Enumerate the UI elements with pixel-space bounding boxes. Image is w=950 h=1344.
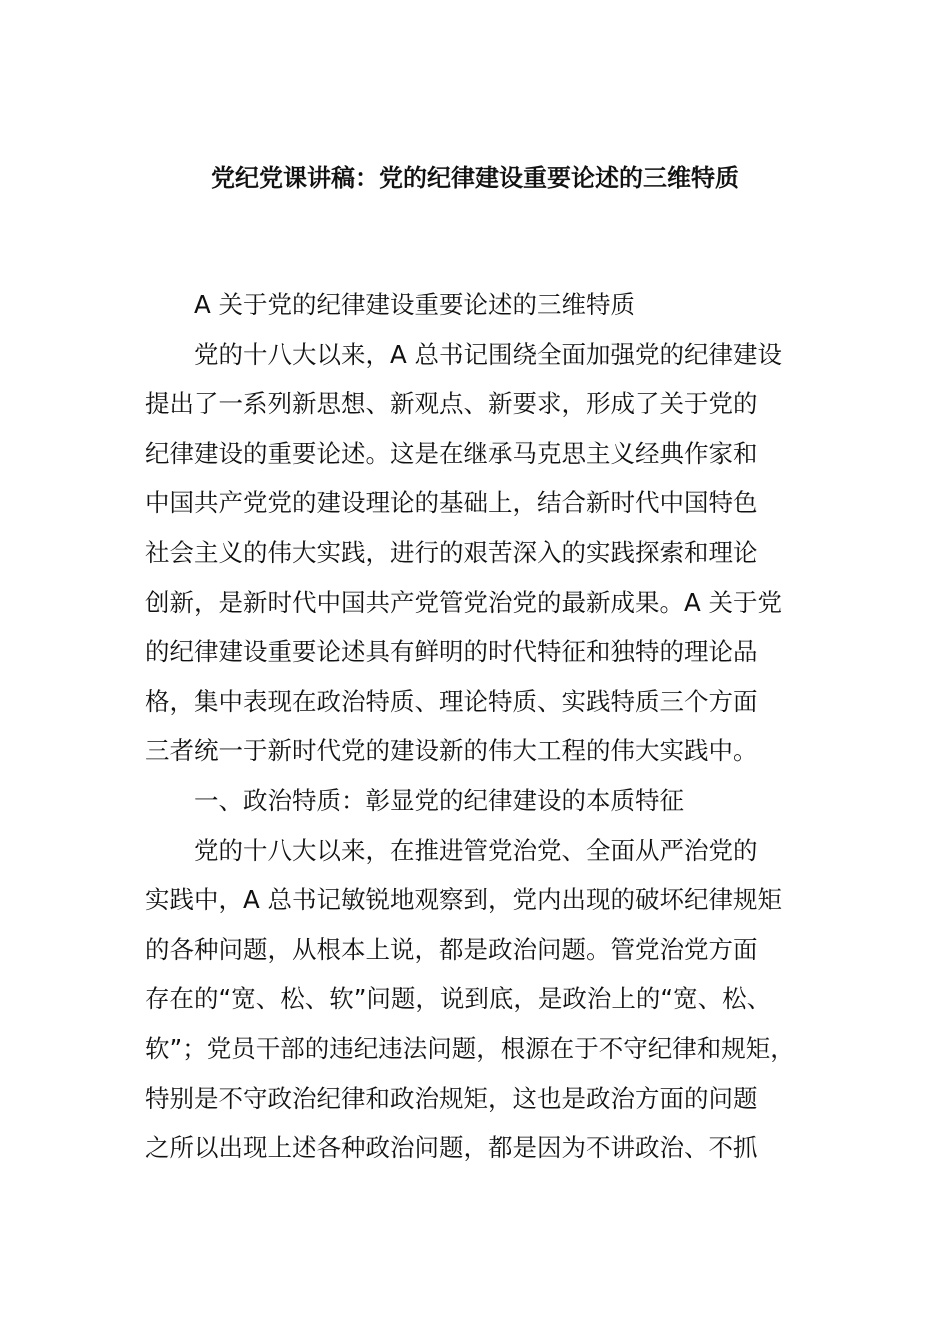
paragraph-line: 特别是不守政治纪律和政治规矩，这也是政治方面的问题 (145, 1083, 758, 1113)
paragraph-line: 党的十八大以来，在推进管党治党、全面从严治党的 (194, 835, 758, 865)
paragraph-line: 软”；党员干部的违纪违法问题，根源在于不守纪律和规矩， (145, 1033, 795, 1063)
section-heading: A 关于党的纪律建设重要论述的三维特质 (194, 290, 636, 319)
document-body (145, 280, 845, 1173)
paragraph-line: 格，集中表现在政治特质、理论特质、实践特质三个方面 (145, 686, 758, 716)
paragraph-line: 的纪律建设重要论述具有鲜明的时代特征和独特的理论品 (145, 637, 758, 667)
paragraph-line: 纪律建设的重要论述。这是在继承马克思主义经典作家和 (145, 438, 758, 468)
paragraph-line: 的各种问题，从根本上说，都是政治问题。管党治党方面 (145, 934, 758, 964)
paragraph-line: 实践中，A 总书记敏锐地观察到，党内出现的破坏纪律规矩 (145, 885, 783, 915)
paragraph-line: 三者统一于新时代党的建设新的伟大工程的伟大实践中。 (145, 736, 758, 766)
document-title: 党纪党课讲稿：党的纪律建设重要论述的三维特质 (211, 164, 739, 192)
section-heading: 一、政治特质：彰显党的纪律建设的本质特征 (194, 785, 684, 815)
paragraph-line: 中国共产党党的建设理论的基础上，结合新时代中国特色 (145, 488, 758, 518)
paragraph-line: 创新，是新时代中国共产党管党治党的最新成果。A 关于党 (145, 587, 783, 617)
paragraph-line: 之所以出现上述各种政治问题，都是因为不讲政治、不抓 (145, 1133, 758, 1163)
paragraph-line: 党的十八大以来，A 总书记围绕全面加强党的纪律建设 (194, 339, 783, 369)
paragraph-line: 社会主义的伟大实践，进行的艰苦深入的实践探索和理论 (145, 537, 758, 567)
paragraph-line: 存在的“宽、松、软”问题，说到底，是政治上的“宽、松、 (145, 984, 772, 1014)
paragraph-line: 提出了一系列新思想、新观点、新要求，形成了关于党的 (145, 389, 758, 419)
